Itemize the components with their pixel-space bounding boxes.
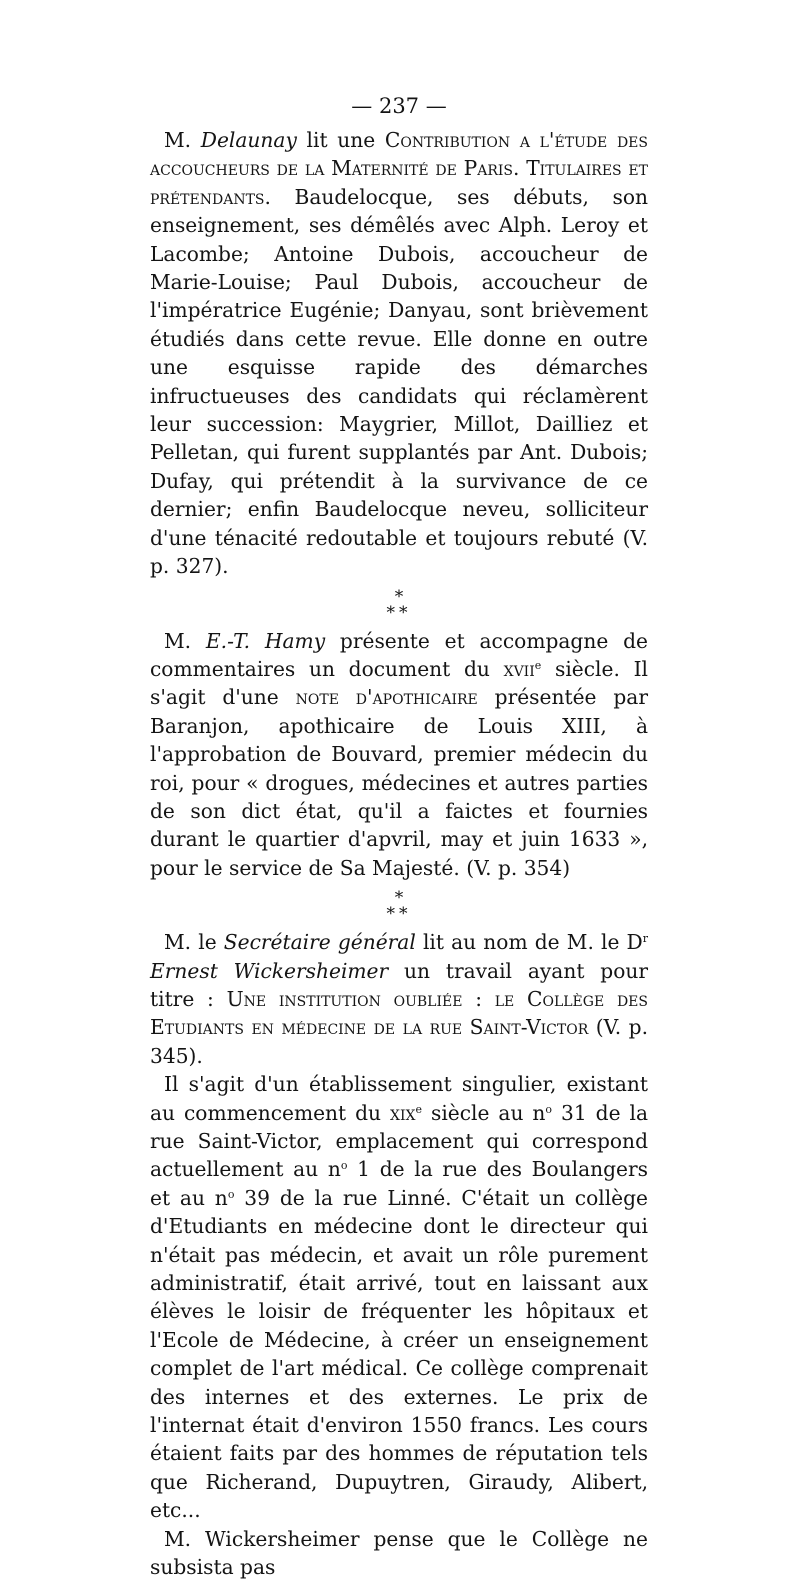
paragraph-text: Baudelocque, ses débuts, son enseignement, ses démêlés avec Alph. Leroy et Lacombe; Antoine Dubois, accoucheur de Marie-Louise; Paul Dubois, accoucheur de l'impératrice Eugénie; Danyau, sont brièvement étudiés dans cette revue. Elle donne en outre une esquisse rapide des démarches infructueuses des candidats qui réclamèrent leur succession: Maygrier, Millot, Dailliez et Pelletan, qui furent supplantés par Ant. Dubois; Dufay, qui prétendit à la survivance de ce dernier; enfin Baudelocque neveu, solliciteur d'une ténacité redoutable et toujours rebuté (V. p. 327). — [150, 184, 648, 579]
superscript: o — [545, 1102, 553, 1116]
author-name: Delaunay — [200, 128, 297, 152]
work-title: Contribution a l'étude des accoucheurs de la Maternité de Paris. Titulaires et prétendants. — [150, 128, 648, 209]
paragraph-hamy — [150, 627, 648, 883]
separator-star: * — [394, 586, 404, 607]
paragraph-text: Il s'agit d'un établissement singulier, existant au commencement du — [150, 1072, 648, 1125]
page-number: — 237 — — [351, 94, 447, 118]
paragraph-text: 1 de la rue des Boulangers et au n — [150, 1157, 648, 1210]
paragraph-text: lit une — [296, 128, 385, 152]
superscript: e — [534, 658, 542, 672]
author-prefix: M. le — [164, 930, 224, 955]
superscript: o — [227, 1187, 235, 1201]
paragraph-text: 31 de la rue Saint-Victor, emplacement qui correspond actuellement au n — [150, 1100, 648, 1182]
co-author-name: Ernest Wickersheimer — [150, 958, 389, 983]
superscript: r — [642, 932, 649, 946]
superscript: e — [415, 1102, 422, 1116]
paragraph-text: M. Wickersheimer pense que le Collège ne subsista pas — [150, 1526, 648, 1580]
paragraph-continued — [150, 1525, 648, 1582]
paragraph-text: 39 de la rue Linné. C'était un collège d'Etudiants en médecine dont le directeur qui n'était pas médecin, et avait un rôle purement administratif, était arrivé, tout en laissant aux élèves le loisir de fréquenter les hôpitaux et l'Ecole de Médecine, à créer un enseignement complet de l'art médical. Ce collège comprenait des internes et des externes. Le prix de l'internat était d'environ 1550 francs. Les cours étaient faits par des hommes de réputation tels que Richerand, Dupuytren, Giraudy, Alibert, etc... — [150, 1185, 648, 1523]
paragraph-delaunay — [150, 126, 648, 581]
superscript: o — [340, 1159, 348, 1173]
paragraph-text: lit au nom de M. le D — [415, 930, 643, 955]
century-numeral: xix — [390, 1100, 416, 1125]
page-reference: (V. p. 345). — [150, 1015, 648, 1068]
work-title: Une institution oubliée : le Collège des Etudiants en médecine de la rue Saint-Victor — [150, 986, 648, 1040]
paragraph-text: présentée par Baranjon, apothicaire de Louis XIII, à l'approbation de Bouvard, premier médecin du roi, pour « drogues, médecines et autres parties de son dict état, qu'il a faictes et fournies durant le quartier d'apvril, may et juin 1633 », pour le service de Sa Majesté. (V. p. 354) — [150, 685, 648, 880]
separator-star: * — [394, 888, 404, 909]
author-prefix: M. — [164, 128, 201, 152]
separator-stars: ** — [386, 904, 412, 925]
paragraph-text: siècle. Il s'agit d'une — [150, 656, 648, 710]
document-page — [150, 92, 648, 1582]
paragraph-text: un travail ayant pour titre : — [150, 958, 648, 1011]
separator-stars: ** — [386, 602, 412, 623]
paragraph-text: siècle au n — [422, 1100, 546, 1125]
paragraph-college — [150, 1070, 648, 1525]
section-separator — [150, 587, 648, 621]
author-name: E.-T. Hamy — [205, 628, 326, 653]
section-separator — [150, 888, 648, 925]
century-numeral: xvii — [503, 656, 535, 681]
author-name: Secrétaire général — [223, 930, 416, 955]
author-prefix: M. — [164, 628, 206, 653]
paragraph-text: présente et accompagne de commentaires un document du — [150, 628, 648, 681]
work-title: note d'apothicaire — [295, 685, 478, 710]
paragraph-secretaire — [150, 928, 648, 1070]
